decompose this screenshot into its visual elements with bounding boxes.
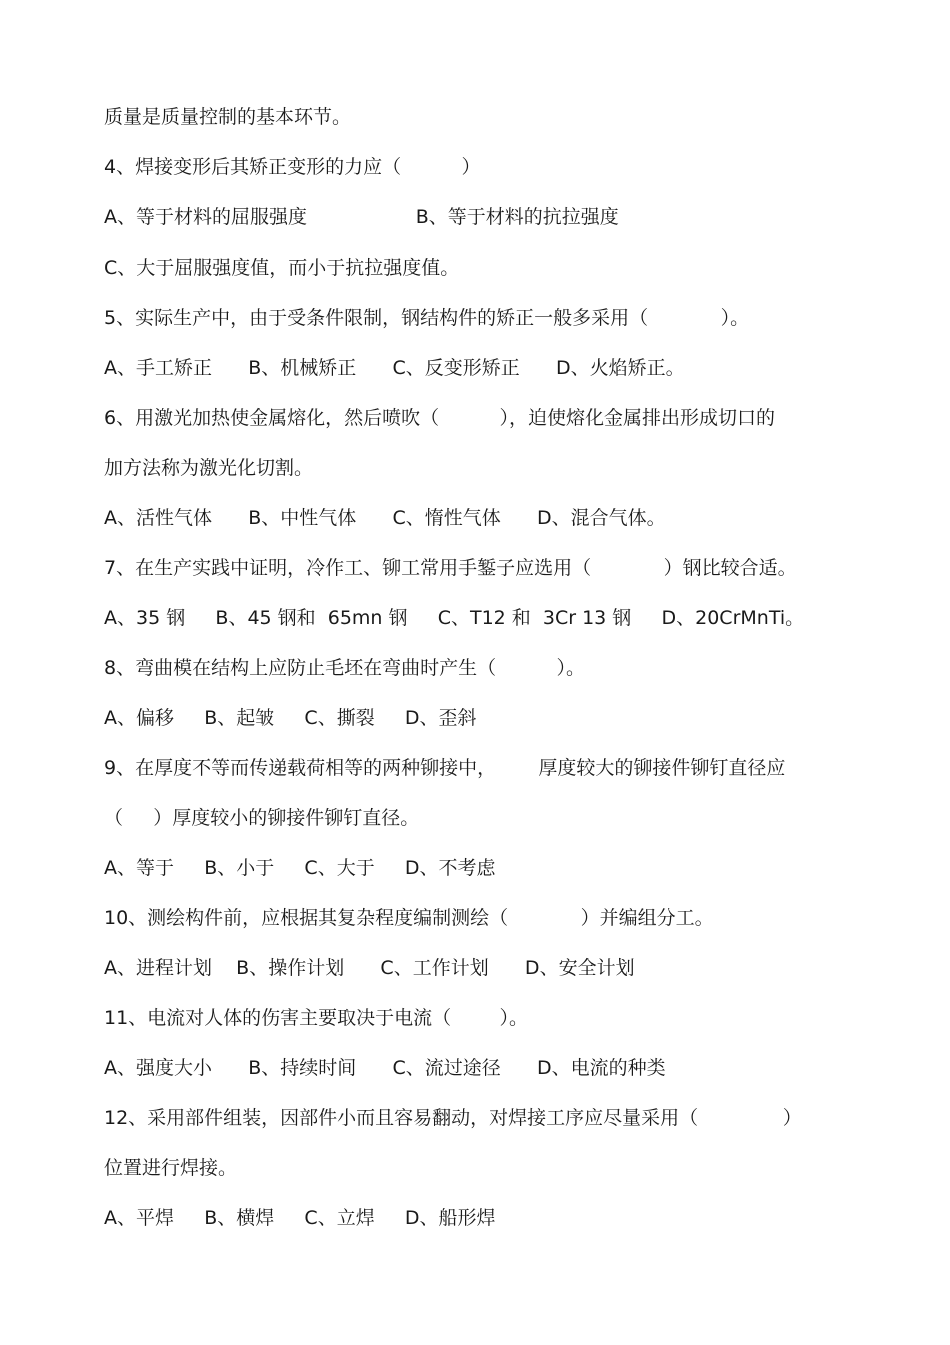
question-4: 4、焊接变形后其矫正变形的力应（ ） [104,156,481,178]
question-9: 9、在厚度不等而传递载荷相等的两种铆接中， 厚度较大的铆接件铆钉直径应 [104,757,786,779]
question-5-options: A、手工矫正 B、机械矫正 C、反变形矫正 D、火焰矫正。 [104,357,685,379]
question-11-options: A、强度大小 B、持续时间 C、流过途径 D、电流的种类 [104,1057,666,1079]
question-6: 6、用激光加热使金属熔化，然后喷吹（ ），迫使熔化金属排出形成切口的 [104,407,775,429]
question-7-options: A、35 钢 B、45 钢和 65mn 钢 C、T12 和 3Cr 13 钢 D、20CrMnTi。 [104,607,805,629]
question-5: 5、实际生产中，由于受条件限制，钢结构件的矫正一般多采用（ ）。 [104,307,750,329]
question-11: 11、电流对人体的伤害主要取决于电流（ ）。 [104,1007,528,1029]
question-10-options: A、进程计划 B、操作计划 C、工作计划 D、安全计划 [104,957,635,979]
question-9-continuation: （ ）厚度较小的铆接件铆钉直径。 [104,807,420,829]
text-line-continuation: 质量是质量控制的基本环节。 [104,106,352,128]
question-8-options: A、偏移 B、起皱 C、撕裂 D、歪斜 [104,707,477,729]
question-6-options: A、活性气体 B、中性气体 C、惰性气体 D、混合气体。 [104,507,666,529]
question-4-option-c: C、大于屈服强度值，而小于抗拉强度值。 [104,257,460,279]
question-10: 10、测绘构件前，应根据其复杂程度编制测绘（ ）并编组分工。 [104,907,714,929]
question-9-options: A、等于 B、小于 C、大于 D、不考虑 [104,857,496,879]
question-12-options: A、平焊 B、横焊 C、立焊 D、船形焊 [104,1207,496,1229]
question-6-continuation: 加方法称为激光化切割。 [104,457,314,479]
question-12-continuation: 位置进行焊接。 [104,1157,238,1179]
question-4-options-ab: A、等于材料的屈服强度 B、等于材料的抗拉强度 [104,206,619,228]
question-7: 7、在生产实践中证明，冷作工、铆工常用手錾子应选用（ ）钢比较合适。 [104,557,797,579]
question-8: 8、弯曲模在结构上应防止毛坯在弯曲时产生（ ）。 [104,657,585,679]
question-12: 12、采用部件组装，因部件小而且容易翻动，对焊接工序应尽量采用（ ） [104,1107,802,1129]
